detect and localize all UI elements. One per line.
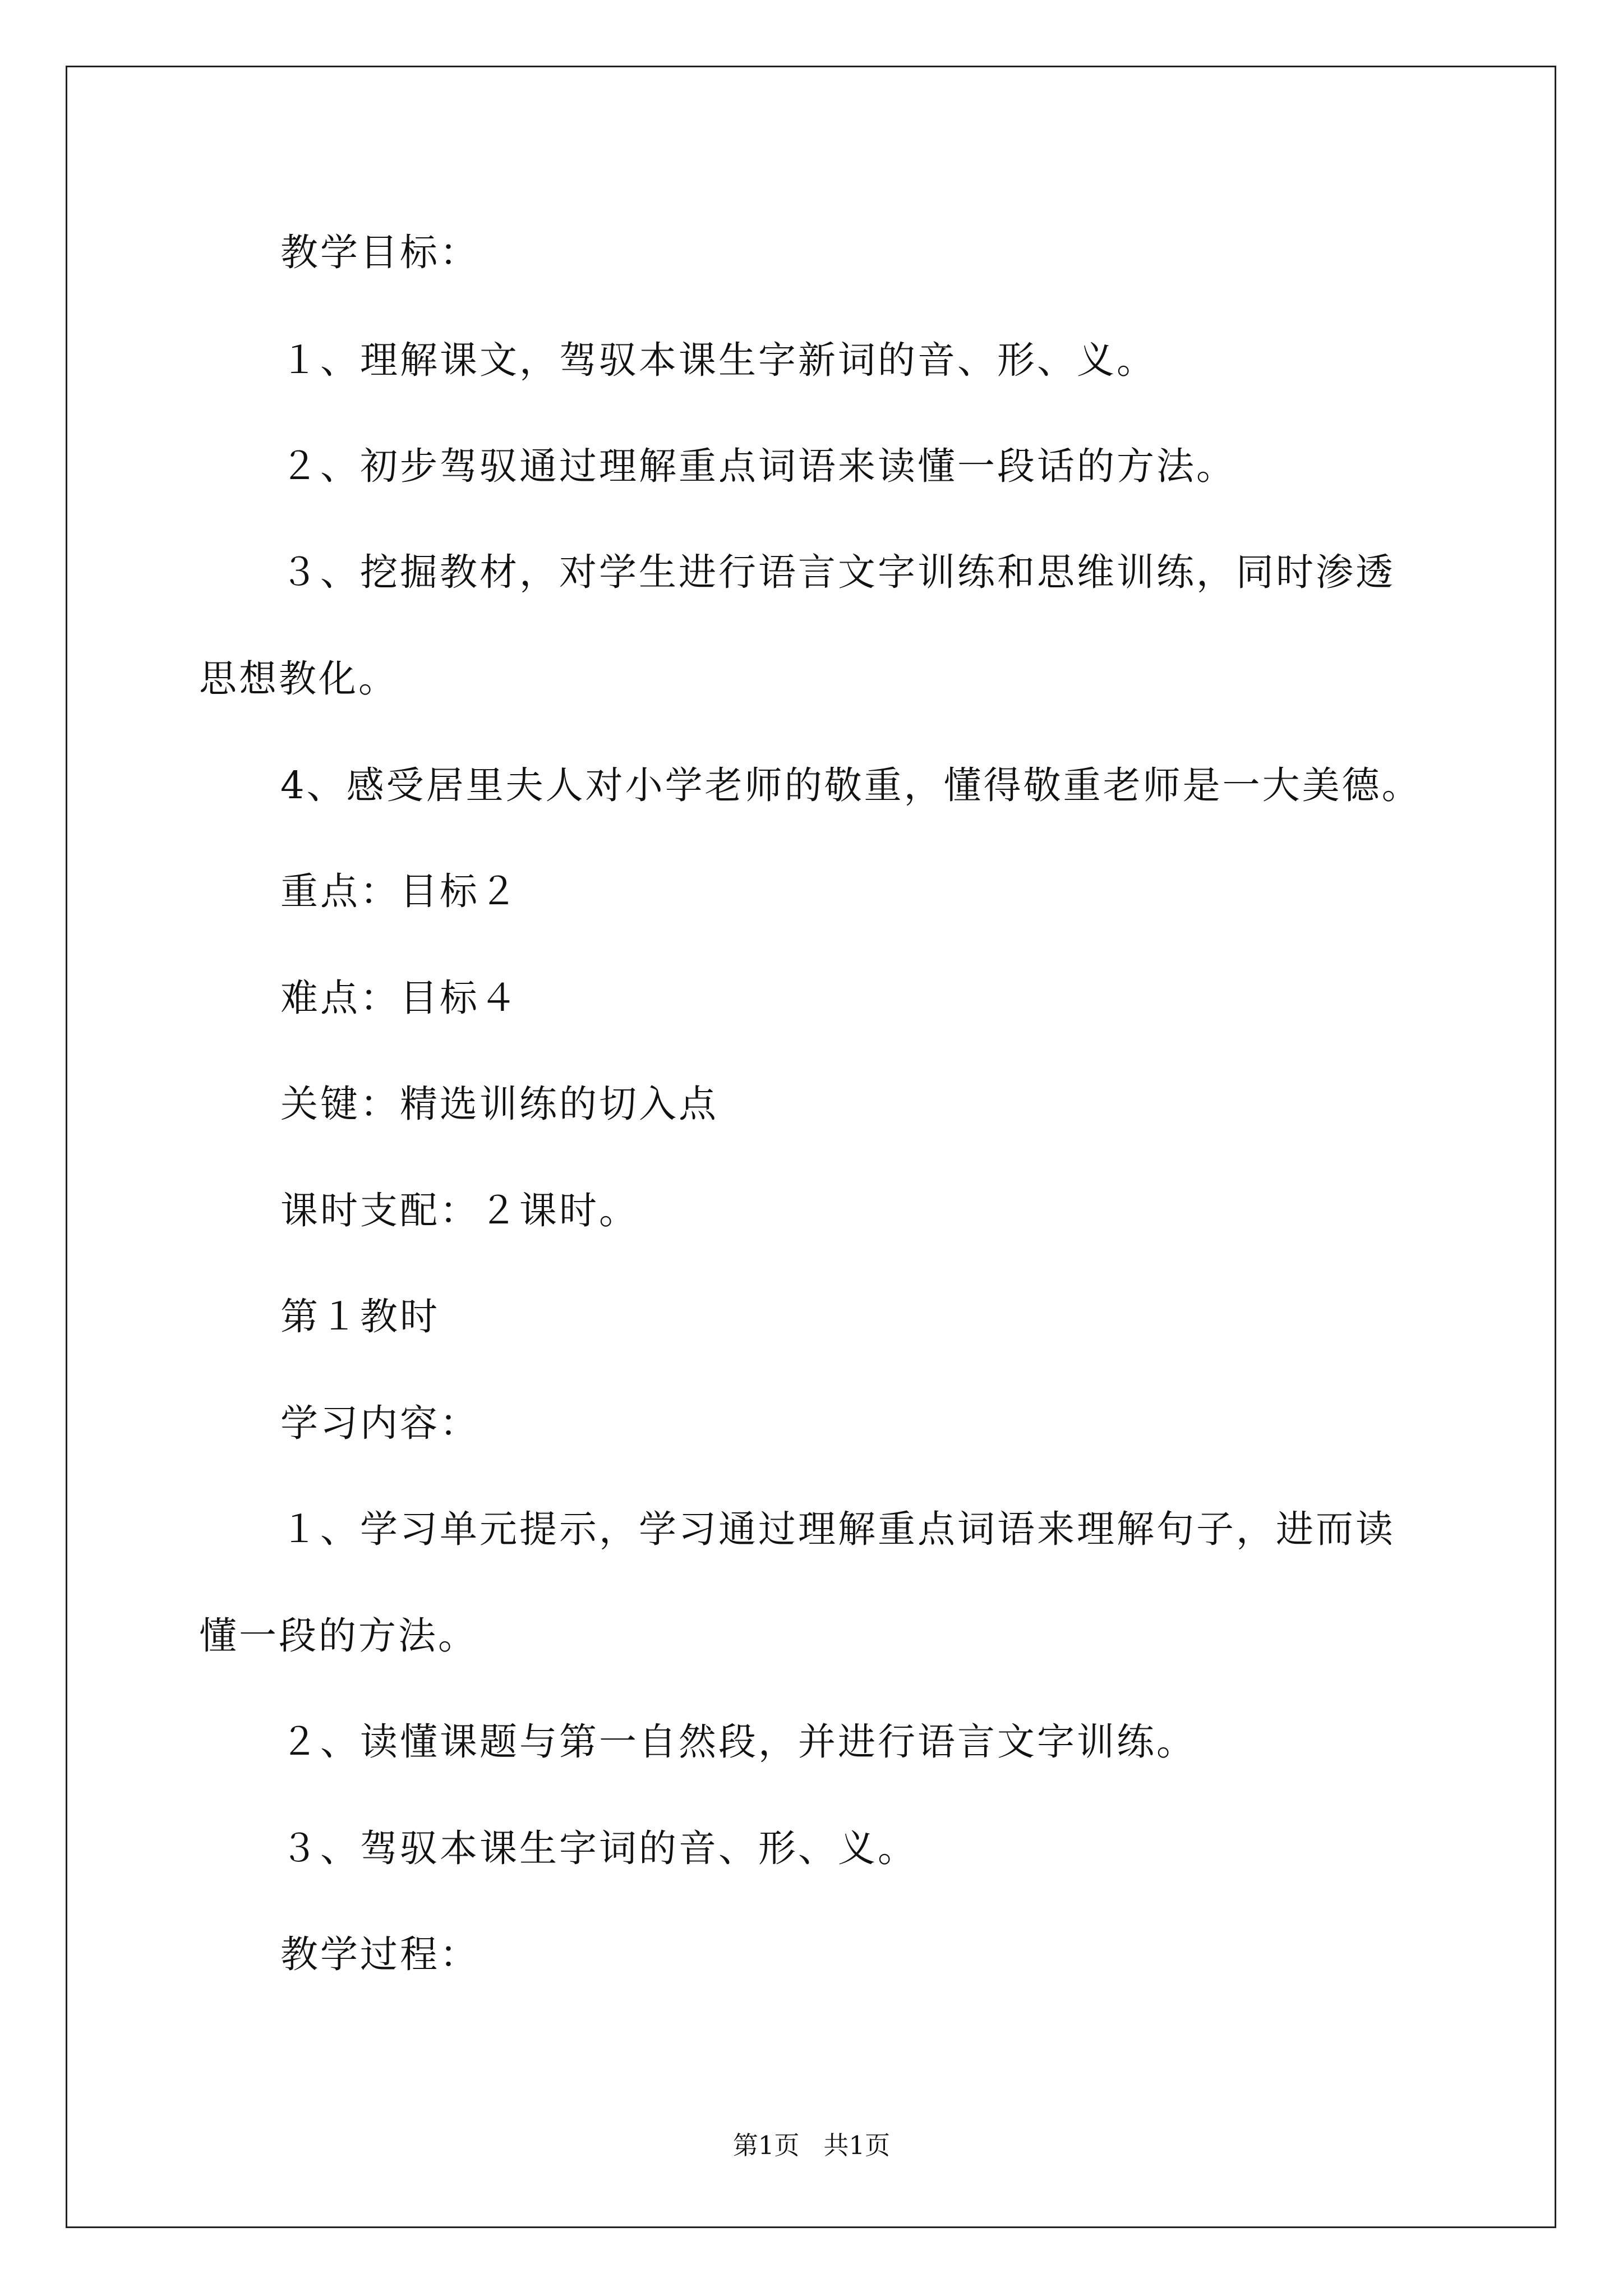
goal-item-1: １、理解课文，驾驭本课生字新词的音、形、义。 (280, 338, 1156, 382)
content-item-1-continued: 懂一段的方法。 (199, 1614, 478, 1658)
key-point: 重点：目标２ (280, 869, 519, 913)
lesson-hours: 课时支配：２课时。 (280, 1189, 639, 1232)
content-item-2: ２、读懂课题与第一自然段，并进行语言文字训练。 (280, 1720, 1196, 1764)
content-item-3: ３、驾驭本课生字词的音、形、义。 (280, 1826, 917, 1870)
lesson-number-heading: 第１教时 (280, 1295, 440, 1338)
goal-item-2: ２、初步驾驭通过理解重点词语来读懂一段话的方法。 (280, 444, 1236, 488)
goal-item-4: 4、感受居里夫人对小学老师的敬重，懂得敬重老师是一大美德。 (280, 763, 1422, 807)
section-heading-teaching-goals: 教学目标： (280, 231, 479, 274)
page-border (66, 66, 1556, 2228)
key-focus: 关键：精选训练的切入点 (280, 1082, 718, 1126)
content-item-1: １、学习单元提示，学习通过理解重点词语来理解句子，进而读 (280, 1507, 1395, 1551)
section-heading-learning-content: 学习内容： (280, 1401, 479, 1445)
section-heading-teaching-process: 教学过程： (280, 1932, 479, 1976)
goal-item-3-continued: 思想教化。 (199, 657, 398, 701)
page-footer: 第1页 共1页 (732, 2131, 891, 2160)
goal-item-3: ３、挖掘教材，对学生进行语言文字训练和思维训练，同时渗透 (280, 550, 1395, 594)
difficult-point: 难点：目标４ (280, 976, 519, 1020)
